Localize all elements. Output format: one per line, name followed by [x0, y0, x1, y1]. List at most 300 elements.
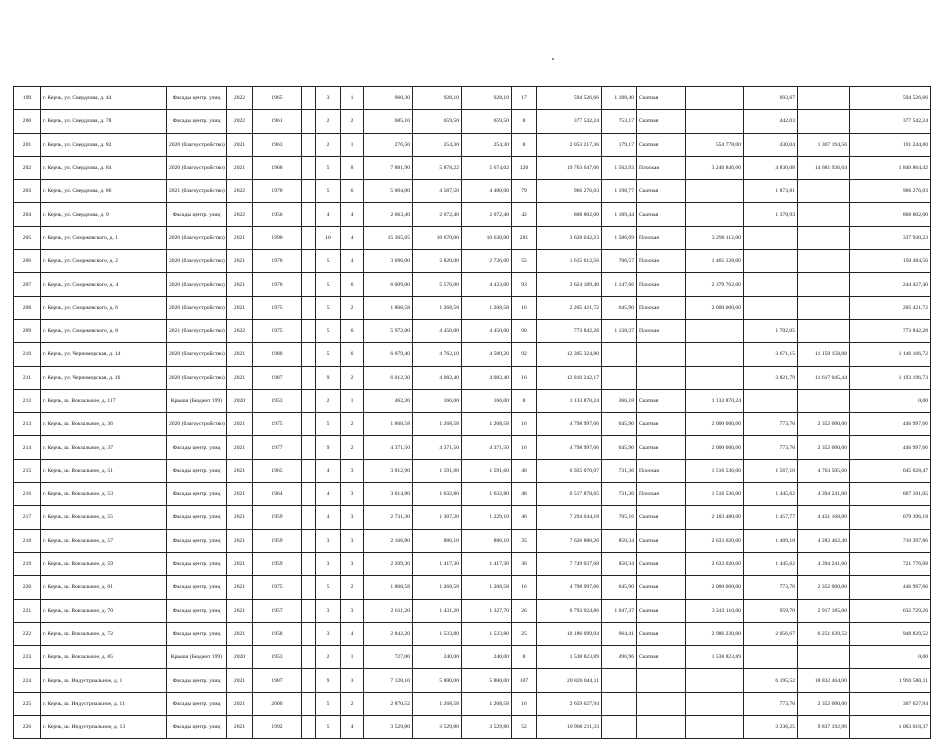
- total-cost-cell: 19 763 647,06: [537, 156, 602, 179]
- total-area-cell: 276,50: [364, 133, 413, 156]
- residents-cell: 92: [512, 343, 537, 366]
- build-year-cell: 1958: [253, 622, 302, 645]
- row-number-cell: 218: [14, 529, 41, 552]
- rate-cell: 1 147,66: [602, 273, 637, 296]
- living-area-cell: 5 800,00: [413, 669, 462, 692]
- build-year-cell: 1968: [253, 156, 302, 179]
- total-area-cell: 1 868,58: [364, 413, 413, 436]
- roof-cost-cell: 554 778,00: [686, 133, 744, 156]
- row-number-cell: 199: [14, 87, 41, 110]
- entrances-cell: 2: [341, 436, 364, 459]
- residents-cell: 8: [512, 389, 537, 412]
- address-cell: г. Керчь, ул. Сморжевского, д. 6: [41, 296, 167, 319]
- row-number-cell: 205: [14, 226, 41, 249]
- empty-cell: [302, 156, 316, 179]
- roof-cost-cell: 2 379 762,00: [686, 273, 744, 296]
- roof-type-cell: Скатная: [637, 436, 686, 459]
- work-year-cell: 2020: [227, 389, 253, 412]
- table-row: [14, 599, 931, 622]
- floors-cell: 4: [316, 459, 341, 482]
- roof-cost-cell: 2 183 480,00: [686, 506, 744, 529]
- address-cell: г. Керчь, ш. Вокзальное, д. 59: [41, 552, 167, 575]
- floors-cell: 4: [316, 483, 341, 506]
- living-area-cell: 886,10: [413, 529, 462, 552]
- entrances-cell: 4: [341, 203, 364, 226]
- row-number-cell: 219: [14, 552, 41, 575]
- roof-cost-cell: 2 000 000,00: [686, 436, 744, 459]
- residential-area-cell: 659,50: [462, 110, 512, 133]
- facade-cost-cell: [798, 273, 850, 296]
- living-area-cell: 1 268,58: [413, 692, 462, 715]
- facade-area-cell: 773,76: [744, 576, 798, 599]
- row-number-cell: 223: [14, 646, 41, 669]
- rate-cell: 850,34: [602, 552, 637, 575]
- work-type-cell: 2020 (благоустройство): [167, 296, 227, 319]
- work-year-cell: 2021: [227, 622, 253, 645]
- total-cost-cell: 966 276,03: [537, 180, 602, 203]
- facade-cost-cell: 18 832 464,00: [798, 669, 850, 692]
- residential-area-cell: 1 229,10: [462, 506, 512, 529]
- empty-cell: [302, 599, 316, 622]
- build-year-cell: 2000: [253, 692, 302, 715]
- facade-cost-cell: 11 617 045,44: [798, 366, 850, 389]
- work-year-cell: 2022: [227, 319, 253, 342]
- balance-cell: 337 930,23: [850, 226, 931, 249]
- rate-cell: 850,34: [602, 529, 637, 552]
- entrances-cell: 8: [341, 156, 364, 179]
- facade-cost-cell: 2 917 185,60: [798, 599, 850, 622]
- row-number-cell: 213: [14, 413, 41, 436]
- total-area-cell: 5 004,00: [364, 180, 413, 203]
- facade-area-cell: 1 567,10: [744, 459, 798, 482]
- rate-cell: [602, 669, 637, 692]
- total-cost-cell: 10 900 211,33: [537, 716, 602, 739]
- residents-cell: 42: [512, 203, 537, 226]
- build-year-cell: 1992: [253, 716, 302, 739]
- total-area-cell: 7 881,90: [364, 156, 413, 179]
- total-cost-cell: 7 294 044,18: [537, 506, 602, 529]
- work-type-cell: Фасады центр. улиц: [167, 692, 227, 715]
- living-area-cell: 2 820,00: [413, 250, 462, 273]
- rate-cell: 964,41: [602, 622, 637, 645]
- floors-cell: 5: [316, 343, 341, 366]
- floors-cell: 4: [316, 506, 341, 529]
- residential-area-cell: 1 268,58: [462, 692, 512, 715]
- row-number-cell: 222: [14, 622, 41, 645]
- balance-cell: 377 542,24: [850, 110, 931, 133]
- residents-cell: 8: [512, 133, 537, 156]
- empty-cell: [302, 180, 316, 203]
- work-type-cell: Фасады центр. улиц: [167, 716, 227, 739]
- row-number-cell: 212: [14, 389, 41, 412]
- table-row: [14, 413, 931, 436]
- entrances-cell: 2: [341, 110, 364, 133]
- empty-cell: [302, 692, 316, 715]
- roof-type-cell: Плоская: [637, 296, 686, 319]
- residential-area-cell: 4 433,00: [462, 273, 512, 296]
- rate-cell: 705,16: [602, 506, 637, 529]
- build-year-cell: 1976: [253, 273, 302, 296]
- residents-cell: 16: [512, 413, 537, 436]
- roof-cost-cell: [686, 180, 744, 203]
- total-cost-cell: 2 205 421,72: [537, 296, 602, 319]
- roof-type-cell: Плоская: [637, 250, 686, 273]
- facade-cost-cell: 2 352 000,00: [798, 576, 850, 599]
- total-cost-cell: 1 615 612,56: [537, 250, 602, 273]
- total-area-cell: 2 731,30: [364, 506, 413, 529]
- residential-area-cell: 3 529,80: [462, 716, 512, 739]
- table-row: [14, 506, 931, 529]
- work-year-cell: 2021: [227, 692, 253, 715]
- rate-cell: 731,36: [602, 483, 637, 506]
- residents-cell: 55: [512, 250, 537, 273]
- roof-type-cell: Скатная: [637, 552, 686, 575]
- address-cell: г. Керчь, ш. Вокзальное, д. 57: [41, 529, 167, 552]
- residents-cell: 16: [512, 692, 537, 715]
- living-area-cell: 10 670,00: [413, 226, 462, 249]
- build-year-cell: 1965: [253, 87, 302, 110]
- facade-cost-cell: [798, 646, 850, 669]
- facade-area-cell: 2 056,67: [744, 622, 798, 645]
- roof-cost-cell: [686, 203, 744, 226]
- empty-cell: [302, 669, 316, 692]
- balance-cell: 808 802,00: [850, 203, 931, 226]
- work-year-cell: 2021: [227, 599, 253, 622]
- balance-cell: 773 842,28: [850, 319, 931, 342]
- work-year-cell: 2022: [227, 180, 253, 203]
- build-year-cell: 1987: [253, 366, 302, 389]
- residential-area-cell: 928,10: [462, 87, 512, 110]
- row-number-cell: 206: [14, 250, 41, 273]
- residential-area-cell: 4 400,00: [462, 180, 512, 203]
- balance-cell: 632 729,26: [850, 599, 931, 622]
- living-area-cell: 1 533,80: [413, 622, 462, 645]
- facade-cost-cell: 11 159 158,08: [798, 343, 850, 366]
- total-cost-cell: 2 053 217,36: [537, 133, 602, 156]
- floors-cell: 5: [316, 692, 341, 715]
- total-cost-cell: 20 826 044,11: [537, 669, 602, 692]
- facade-cost-cell: 2 352 000,00: [798, 692, 850, 715]
- floors-cell: 3: [316, 622, 341, 645]
- address-cell: г. Керчь, ш. Индустриальное, д. 11: [41, 692, 167, 715]
- empty-cell: [302, 250, 316, 273]
- total-cost-cell: 12 810 242,17: [537, 366, 602, 389]
- rate-cell: [602, 716, 637, 739]
- roof-type-cell: Скатная: [637, 87, 686, 110]
- row-number-cell: 217: [14, 506, 41, 529]
- facade-cost-cell: 9 837 192,96: [798, 716, 850, 739]
- table-row: [14, 226, 931, 249]
- work-year-cell: 2021: [227, 250, 253, 273]
- balance-cell: 966 276,03: [850, 180, 931, 203]
- floors-cell: 3: [316, 599, 341, 622]
- entrances-cell: 3: [341, 483, 364, 506]
- work-type-cell: Фасады центр. улиц: [167, 529, 227, 552]
- living-area-cell: 1 431,20: [413, 599, 462, 622]
- work-year-cell: 2021: [227, 716, 253, 739]
- table-row: [14, 716, 931, 739]
- build-year-cell: 1975: [253, 296, 302, 319]
- work-type-cell: 2020 (благоустройство): [167, 156, 227, 179]
- residents-cell: 25: [512, 622, 537, 645]
- balance-cell: 205 421,72: [850, 296, 931, 319]
- rate-cell: 731,36: [602, 459, 637, 482]
- facade-area-cell: 773,76: [744, 413, 798, 436]
- roof-type-cell: Скатная: [637, 646, 686, 669]
- facade-area-cell: 442,03: [744, 110, 798, 133]
- entrances-cell: 4: [341, 250, 364, 273]
- living-area-cell: 1 268,58: [413, 413, 462, 436]
- build-year-cell: 1975: [253, 576, 302, 599]
- roof-type-cell: Плоская: [637, 319, 686, 342]
- floors-cell: 9: [316, 669, 341, 692]
- facade-cost-cell: [798, 87, 850, 110]
- residents-cell: 8: [512, 110, 537, 133]
- floors-cell: 3: [316, 529, 341, 552]
- total-area-cell: 5 972,00: [364, 319, 413, 342]
- table-row: [14, 576, 931, 599]
- facade-area-cell: [744, 389, 798, 412]
- facade-area-cell: 1 445,62: [744, 552, 798, 575]
- work-year-cell: 2021: [227, 459, 253, 482]
- entrances-cell: 1: [341, 389, 364, 412]
- total-cost-cell: 808 802,00: [537, 203, 602, 226]
- total-cost-cell: 1 133 870,24: [537, 389, 602, 412]
- rate-cell: 1 586,69: [602, 226, 637, 249]
- residential-area-cell: 1 591,60: [462, 459, 512, 482]
- table-row: [14, 273, 931, 296]
- residential-area-cell: 5 800,00: [462, 669, 512, 692]
- build-year-cell: 1953: [253, 389, 302, 412]
- address-cell: г. Керчь, ул. Свердлова, д. 84: [41, 156, 167, 179]
- floors-cell: 5: [316, 296, 341, 319]
- row-number-cell: 211: [14, 366, 41, 389]
- roof-cost-cell: 3 243 110,00: [686, 599, 744, 622]
- rate-cell: [602, 692, 637, 715]
- address-cell: г. Керчь, ш. Вокзальное, д. 72: [41, 622, 167, 645]
- residents-cell: 79: [512, 180, 537, 203]
- entrances-cell: 3: [341, 669, 364, 692]
- address-cell: г. Керчь, ул. Сморжевского, д. 2: [41, 250, 167, 273]
- table-row: [14, 156, 931, 179]
- work-year-cell: 2021: [227, 133, 253, 156]
- residents-cell: 17: [512, 87, 537, 110]
- build-year-cell: 1961: [253, 110, 302, 133]
- empty-cell: [302, 226, 316, 249]
- entrances-cell: 2: [341, 413, 364, 436]
- roof-type-cell: Скатная: [637, 133, 686, 156]
- residential-area-cell: 1 268,58: [462, 413, 512, 436]
- row-number-cell: 203: [14, 180, 41, 203]
- total-area-cell: 3 014,80: [364, 483, 413, 506]
- rate-cell: 753,17: [602, 110, 637, 133]
- work-type-cell: Фасады центр. улиц: [167, 506, 227, 529]
- address-cell: г. Керчь, ул. Свердлова, д. 82: [41, 133, 167, 156]
- facade-area-cell: 959,70: [744, 599, 798, 622]
- empty-cell: [302, 459, 316, 482]
- residents-cell: 52: [512, 716, 537, 739]
- facade-cost-cell: [798, 226, 850, 249]
- entrances-cell: 2: [341, 692, 364, 715]
- build-year-cell: 1959: [253, 506, 302, 529]
- empty-cell: [302, 506, 316, 529]
- roof-cost-cell: [686, 716, 744, 739]
- build-year-cell: 1976: [253, 250, 302, 273]
- row-number-cell: 207: [14, 273, 41, 296]
- address-cell: г. Керчь, ш. Вокзальное, д. 51: [41, 459, 167, 482]
- rate-cell: 1 189,44: [602, 203, 637, 226]
- table-row: [14, 529, 931, 552]
- empty-cell: [302, 87, 316, 110]
- total-area-cell: 6 009,00: [364, 273, 413, 296]
- balance-cell: 1 993 580,11: [850, 669, 931, 692]
- roof-cost-cell: 2 000 000,00: [686, 413, 744, 436]
- balance-cell: 1 193 196,73: [850, 366, 931, 389]
- facade-cost-cell: 4 763 505,60: [798, 459, 850, 482]
- facade-cost-cell: 4 394 241,60: [798, 483, 850, 506]
- roof-cost-cell: 3 290 112,00: [686, 226, 744, 249]
- floors-cell: 10: [316, 226, 341, 249]
- total-cost-cell: 6 925 070,07: [537, 459, 602, 482]
- facade-area-cell: 1 457,77: [744, 506, 798, 529]
- empty-cell: [302, 483, 316, 506]
- living-area-cell: 659,50: [413, 110, 462, 133]
- work-type-cell: Фасады центр. улиц: [167, 436, 227, 459]
- residential-area-cell: 886,10: [462, 529, 512, 552]
- residential-area-cell: 10 630,00: [462, 226, 512, 249]
- floors-cell: 5: [316, 319, 341, 342]
- rate-cell: 1 047,37: [602, 599, 637, 622]
- roof-type-cell: Плоская: [637, 483, 686, 506]
- roof-cost-cell: [686, 319, 744, 342]
- row-number-cell: 210: [14, 343, 41, 366]
- work-year-cell: 2021: [227, 529, 253, 552]
- living-area-cell: 928,10: [413, 87, 462, 110]
- total-area-cell: 2 842,20: [364, 622, 413, 645]
- floors-cell: 2: [316, 646, 341, 669]
- empty-cell: [302, 646, 316, 669]
- roof-type-cell: Скатная: [637, 110, 686, 133]
- roof-type-cell: Плоская: [637, 273, 686, 296]
- floors-cell: 9: [316, 436, 341, 459]
- build-year-cell: 1987: [253, 669, 302, 692]
- row-number-cell: 214: [14, 436, 41, 459]
- row-number-cell: 202: [14, 156, 41, 179]
- work-type-cell: Крыши (Бюджет 199): [167, 646, 227, 669]
- balance-cell: 244 427,40: [850, 273, 931, 296]
- build-year-cell: 1963: [253, 133, 302, 156]
- entrances-cell: 6: [341, 273, 364, 296]
- residential-area-cell: 1 632,80: [462, 483, 512, 506]
- roof-type-cell: Плоская: [637, 459, 686, 482]
- residential-area-cell: 1 327,70: [462, 599, 512, 622]
- residents-cell: 93: [512, 273, 537, 296]
- work-year-cell: 2021: [227, 343, 253, 366]
- work-year-cell: 2021: [227, 296, 253, 319]
- rate-cell: 645,90: [602, 436, 637, 459]
- residential-area-cell: 4 580,20: [462, 343, 512, 366]
- total-cost-cell: 7 749 037,68: [537, 552, 602, 575]
- living-area-cell: 5 878,22: [413, 156, 462, 179]
- entrances-cell: 6: [341, 319, 364, 342]
- total-cost-cell: 6 793 024,86: [537, 599, 602, 622]
- floors-cell: 5: [316, 273, 341, 296]
- address-cell: г. Керчь, ш. Индустриальное, д. 13: [41, 716, 167, 739]
- address-cell: г. Керчь, ул. Сморжевского, д. 4: [41, 273, 167, 296]
- build-year-cell: 1975: [253, 413, 302, 436]
- roof-cost-cell: [686, 343, 744, 366]
- build-year-cell: 1975: [253, 319, 302, 342]
- empty-cell: [302, 413, 316, 436]
- living-area-cell: 1 591,60: [413, 459, 462, 482]
- total-cost-cell: 4 798 997,66: [537, 413, 602, 436]
- empty-cell: [302, 203, 316, 226]
- facade-area-cell: 1 409,18: [744, 529, 798, 552]
- facade-cost-cell: [798, 296, 850, 319]
- entrances-cell: 3: [341, 529, 364, 552]
- roof-cost-cell: 2 000 000,00: [686, 576, 744, 599]
- residential-area-cell: 4 371,50: [462, 436, 512, 459]
- total-area-cell: 6 012,30: [364, 366, 413, 389]
- floors-cell: 5: [316, 156, 341, 179]
- entrances-cell: 1: [341, 646, 364, 669]
- rate-cell: 645,90: [602, 413, 637, 436]
- roof-type-cell: [637, 716, 686, 739]
- table-row: [14, 110, 931, 133]
- table-row: [14, 436, 931, 459]
- address-cell: г. Керчь, ш. Вокзальное, д. 117: [41, 389, 167, 412]
- rate-cell: 1 562,93: [602, 156, 637, 179]
- total-cost-cell: 4 798 997,66: [537, 436, 602, 459]
- living-area-cell: 240,00: [413, 646, 462, 669]
- work-year-cell: 2021: [227, 483, 253, 506]
- residential-area-cell: 2 726,00: [462, 250, 512, 273]
- table-row: [14, 459, 931, 482]
- total-area-cell: 462,20: [364, 389, 413, 412]
- facade-area-cell: 3 671,15: [744, 343, 798, 366]
- total-area-cell: 2 209,30: [364, 552, 413, 575]
- address-cell: г. Керчь, ш. Вокзальное, д. 37: [41, 436, 167, 459]
- work-type-cell: 2020 (благоустройство): [167, 343, 227, 366]
- empty-cell: [302, 366, 316, 389]
- address-cell: г. Керчь, ул. Свердлова, д. 44: [41, 87, 167, 110]
- build-year-cell: 1990: [253, 226, 302, 249]
- work-type-cell: Фасады центр. улиц: [167, 576, 227, 599]
- work-type-cell: Фасады центр. улиц: [167, 599, 227, 622]
- residents-cell: 46: [512, 506, 537, 529]
- work-type-cell: 2020 (благоустройство): [167, 226, 227, 249]
- work-type-cell: 2021 (благоустройство): [167, 319, 227, 342]
- total-cost-cell: 4 798 997,66: [537, 576, 602, 599]
- residential-area-cell: 254,30: [462, 133, 512, 156]
- work-year-cell: 2022: [227, 87, 253, 110]
- empty-cell: [302, 343, 316, 366]
- balance-cell: 191 244,80: [850, 133, 931, 156]
- table-row: [14, 296, 931, 319]
- roof-cost-cell: 2 633 020,00: [686, 552, 744, 575]
- build-year-cell: 1965: [253, 459, 302, 482]
- table-row: [14, 389, 931, 412]
- table-row: [14, 669, 931, 692]
- empty-cell: [302, 110, 316, 133]
- address-cell: г. Керчь, ш. Вокзальное, д. 85: [41, 646, 167, 669]
- roof-cost-cell: 1 516 536,00: [686, 483, 744, 506]
- work-type-cell: 2020 (благоустройство): [167, 366, 227, 389]
- floors-cell: 4: [316, 203, 341, 226]
- build-year-cell: 1970: [253, 180, 302, 203]
- residential-area-cell: 4 450,00: [462, 319, 512, 342]
- work-year-cell: 2021: [227, 506, 253, 529]
